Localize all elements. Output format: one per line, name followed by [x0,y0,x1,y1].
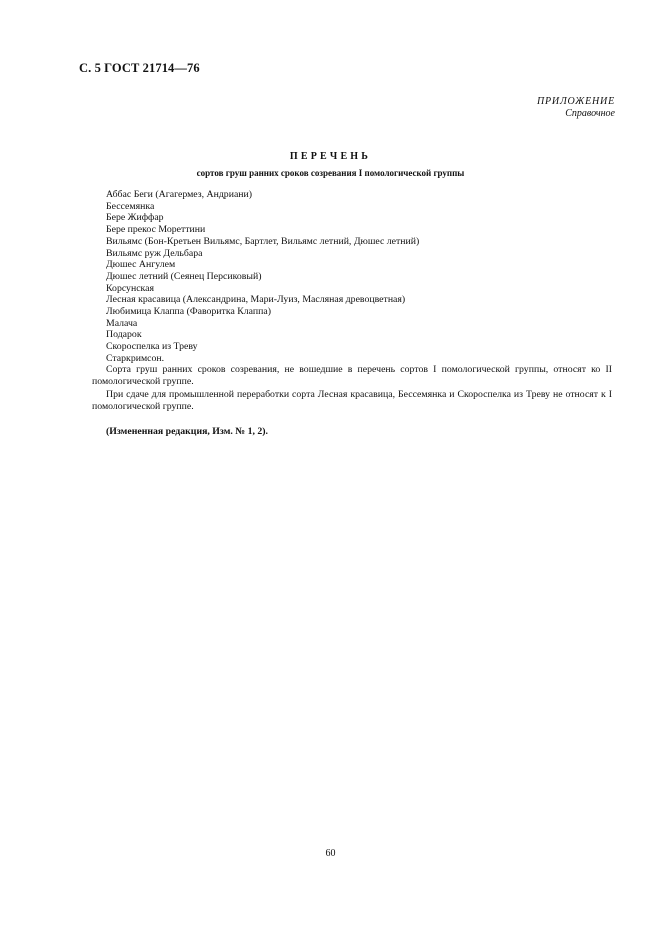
variety-item: Малача [106,317,138,329]
appendix-sublabel: Справочное [565,108,615,119]
variety-item: Лесная красавица (Александрина, Мари-Луиз, Масляная древоцветная) [106,294,406,306]
paragraph-processing: При сдаче для промышленной переработки сорта Лесная красавица, Бессемянка и Скороспелка из Треву не относят к I помологической группе. [92,389,612,412]
list-title: ПЕРЕЧЕНЬ [289,151,372,162]
variety-item: Вильямс руж Дельбара [106,247,203,259]
document-header: С. 5 ГОСТ 21714—76 [79,61,200,75]
amendment-note: (Измененная редакция, Изм. № 1, 2). [106,426,268,437]
variety-item: Вильямс (Бон-Кретьен Вильямс, Бартлет, Вильямс летний, Дюшес летний) [106,235,420,247]
variety-item: Скороспелка из Треву [106,341,198,353]
appendix-label: ПРИЛОЖЕНИЕ [537,96,615,107]
variety-item: Подарок [106,329,142,341]
variety-item: Бере прекос Мореттини [106,224,206,236]
variety-item: Старкримсон. [106,352,165,364]
list-subtitle: сортов груш ранних сроков созревания I помологической группы [196,168,465,178]
variety-item: Бере Жиффар [106,212,164,224]
variety-item: Корсунская [106,282,155,294]
variety-item: Бессемянка [106,200,155,212]
appendix-label-block [537,96,615,120]
variety-item: Аббас Беги (Агагермез, Андриани) [106,189,253,200]
variety-item: Дюшес Ангулем [106,259,176,271]
variety-item: Любимица Клаппа (Фаворитка Клаппа) [106,306,271,318]
paragraph-other-varieties: Сорта груш ранних сроков созревания, не вошедшие в перечень сортов I помологической группы, относят ко II помологической группе. [92,364,612,387]
variety-list [106,189,419,365]
page-number: 60 [325,848,336,859]
variety-item: Дюшес летний (Сеянец Персиковый) [106,270,262,282]
